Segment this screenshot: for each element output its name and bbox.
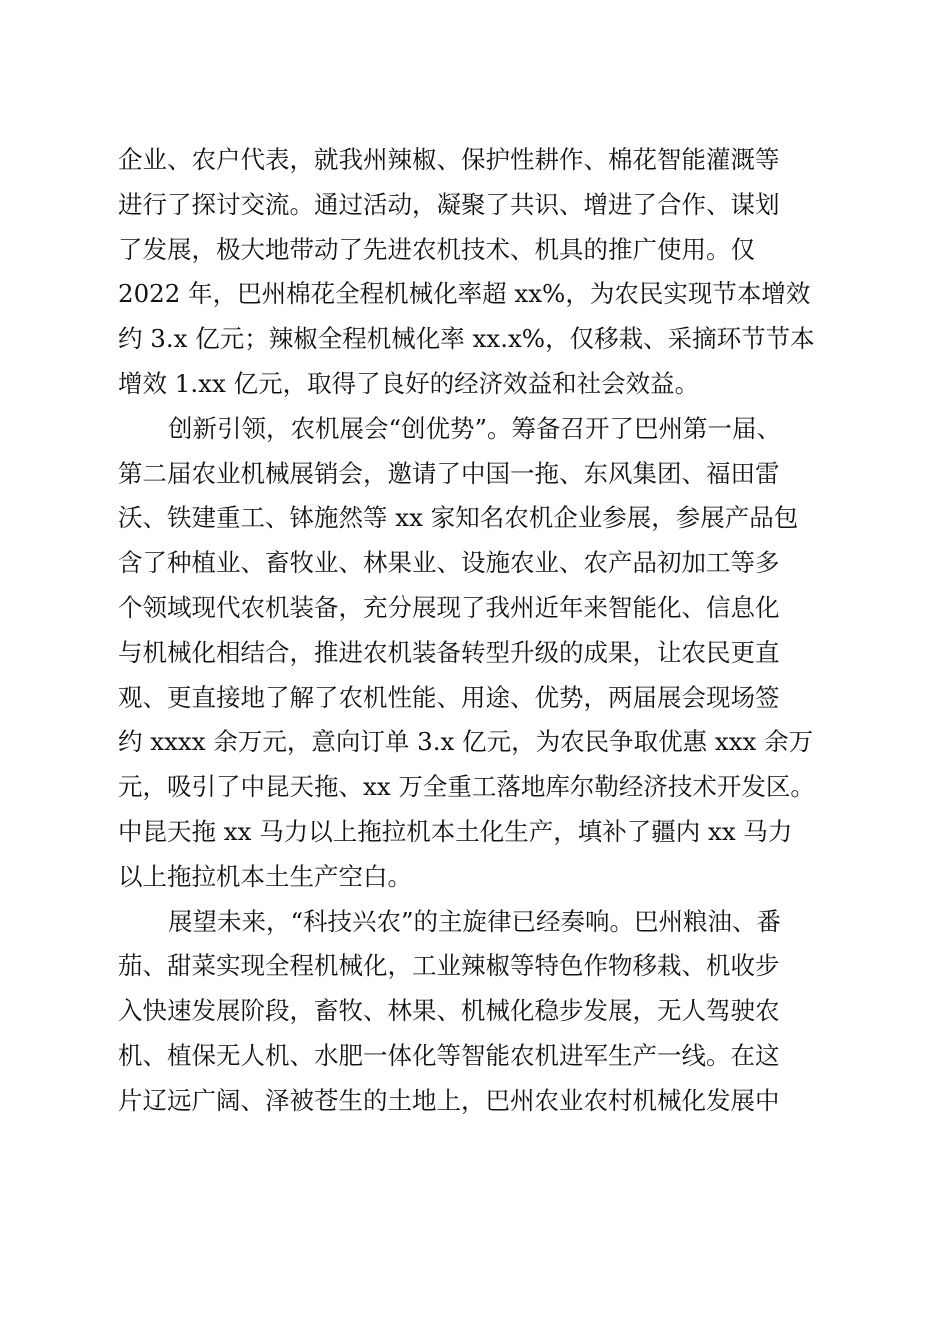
text-line: 沃、铁建重工、钵施然等 xx 家知名农机企业参展，参展产品包: [118, 503, 799, 533]
text-line: 与机械化相结合，推进农机装备转型升级的成果，让农民更直: [118, 637, 780, 667]
text-line: 含了种植业、畜牧业、林果业、设施农业、农产品初加工等多: [118, 548, 780, 578]
paragraph-start-line: 创新引领，农机展会“创优势”。筹备召开了巴州第一届、: [168, 413, 782, 443]
text-line: 以上拖拉机本土生产空白。: [118, 861, 412, 891]
text-line: 中昆天拖 xx 马力以上拖拉机本土化生产，填补了疆内 xx 马力: [118, 816, 793, 846]
text-line: 入快速发展阶段，畜牧、林果、机械化稳步发展，无人驾驶农: [118, 996, 780, 1026]
text-line: 元，吸引了中昆天拖、xx 万全重工落地库尔勒经济技术开发区。: [118, 772, 815, 802]
text-line: 约 3.x 亿元；辣椒全程机械化率 xx.x%，仅移栽、采摘环节节本: [118, 324, 815, 354]
text-line: 2022 年，巴州棉花全程机械化率超 xx%，为农民实现节本增效: [118, 279, 811, 309]
text-line: 了发展，极大地带动了先进农机技术、机具的推广使用。仅: [118, 234, 755, 264]
text-line: 增效 1.xx 亿元，取得了良好的经济效益和社会效益。: [118, 368, 700, 398]
text-line: 个领域现代农机装备，充分展现了我州近年来智能化、信息化: [118, 592, 780, 622]
document-body: [118, 138, 838, 1124]
text-line: 企业、农户代表，就我州辣椒、保护性耕作、棉花智能灌溉等: [118, 145, 780, 174]
text-line: 观、更直接地了解了农机性能、用途、优势，两届展会现场签: [118, 682, 780, 712]
text-line: 片辽远广阔、泽被苍生的土地上，巴州农业农村机械化发展中: [118, 1085, 780, 1115]
text-line: 机、植保无人机、水肥一体化等智能农机进军生产一线。在这: [118, 1040, 780, 1070]
text-line: 进行了探讨交流。通过活动，凝聚了共识、增进了合作、谋划: [118, 189, 780, 219]
text-line: 约 xxxx 余万元，意向订单 3.x 亿元，为农民争取优惠 xxx 余万: [118, 727, 814, 757]
text-line: 第二届农业机械展销会，邀请了中国一拖、东风集团、福田雷: [118, 458, 780, 488]
text-line: 茄、甜菜实现全程机械化，工业辣椒等特色作物移栽、机收步: [118, 951, 780, 981]
paragraph-start-line: 展望未来，“科技兴农”的主旋律已经奏响。巴州粮油、番: [168, 906, 782, 936]
